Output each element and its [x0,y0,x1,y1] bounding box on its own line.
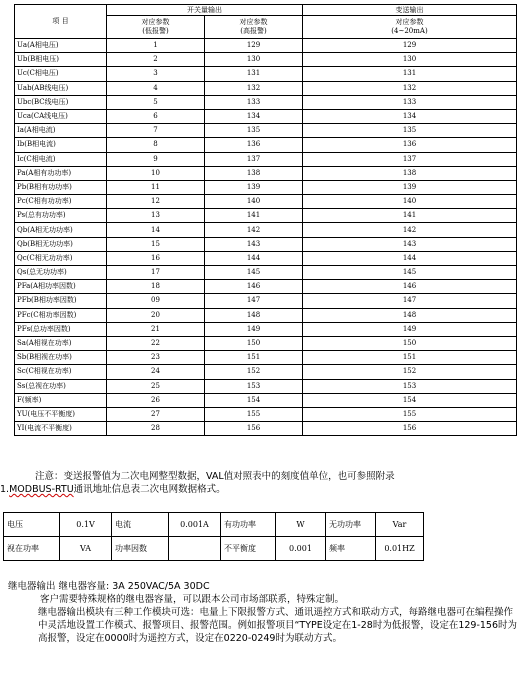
low-alarm-cell: 26 [107,393,205,407]
table-row [15,422,517,436]
unit-value-cell: Var [376,513,424,537]
modbus-term: MODBUS-RTU [9,484,74,495]
high-alarm-cell: 147 [205,294,303,308]
low-alarm-cell: 9 [107,152,205,166]
item-cell: YU(电压不平衡度) [15,407,107,421]
low-alarm-cell: 5 [107,95,205,109]
relay-mode-paragraph: 继电器输出模块有三种工作模块可选：电量上下限报警方式、通讯遥控方式和联动方式，每路继电器可在编程操作中灵活地设置工作模式、报警项目、报警范围。例如报警项目“TYPE设定在1-28时为低报警，设定在129-156时为高报警，设定在0000时为遥控方式，设定在0220-0249时为联动方式。 [38,607,518,644]
item-cell: Qb(A相无功功率) [15,223,107,237]
unit-table [3,512,424,561]
analog-cell: 133 [303,95,517,109]
analog-output-header: 变送输出 [303,5,517,16]
low-alarm-cell: 14 [107,223,205,237]
unit-label-cell: 无功功率 [326,513,376,537]
table-row [15,379,517,393]
item-cell: Ic(C相电流) [15,152,107,166]
analog-cell: 156 [303,422,517,436]
low-alarm-cell: 21 [107,322,205,336]
high-alarm-cell: 144 [205,251,303,265]
table-row [15,124,517,138]
unit-value-cell: 0.1V [60,513,112,537]
unit-value-cell: 0.001 [276,537,326,561]
table-row [15,365,517,379]
unit-label-cell: 频率 [326,537,376,561]
table-row [15,280,517,294]
low-alarm-cell: 27 [107,407,205,421]
table-row [15,351,517,365]
analog-cell: 142 [303,223,517,237]
low-alarm-cell: 16 [107,251,205,265]
table-row [15,81,517,95]
switch-output-header: 开关量输出 [107,5,303,16]
table-row [15,180,517,194]
item-header: 项 目 [15,5,107,39]
item-cell: Ib(B相电流) [15,138,107,152]
high-alarm-cell: 152 [205,365,303,379]
table-row [15,195,517,209]
table-row [15,251,517,265]
item-cell: Ss(总视在功率) [15,379,107,393]
unit-row [4,537,424,561]
low-alarm-cell: 6 [107,109,205,123]
table-row [15,407,517,421]
high-alarm-cell: 140 [205,195,303,209]
low-alarm-cell: 12 [107,195,205,209]
high-alarm-cell: 146 [205,280,303,294]
table-row [15,53,517,67]
low-alarm-cell: 2 [107,53,205,67]
low-alarm-cell: 1 [107,39,205,53]
analog-cell: 140 [303,195,517,209]
analog-cell: 141 [303,209,517,223]
table-row [15,138,517,152]
high-alarm-cell: 156 [205,422,303,436]
table-row [15,393,517,407]
analog-cell: 139 [303,180,517,194]
high-alarm-cell: 154 [205,393,303,407]
low-alarm-cell: 18 [107,280,205,294]
unit-label-cell: 功率因数 [112,537,169,561]
high-alarm-cell: 155 [205,407,303,421]
low-alarm-cell: 23 [107,351,205,365]
low-alarm-cell: 11 [107,180,205,194]
table-row [15,294,517,308]
low-alarm-cell: 20 [107,308,205,322]
high-alarm-cell: 139 [205,180,303,194]
high-alarm-cell: 134 [205,109,303,123]
analog-cell: 134 [303,109,517,123]
table-row [15,237,517,251]
item-cell: PFb(B相功率因数) [15,294,107,308]
low-alarm-cell: 8 [107,138,205,152]
analog-cell: 143 [303,237,517,251]
item-cell: Ubc(BC线电压) [15,95,107,109]
high-alarm-cell: 150 [205,336,303,350]
table-row [15,223,517,237]
low-alarm-cell: 24 [107,365,205,379]
high-alarm-cell: 143 [205,237,303,251]
high-alarm-cell: 145 [205,266,303,280]
table-row [15,39,517,53]
table-row [15,67,517,81]
high-alarm-cell: 130 [205,53,303,67]
item-cell: Qs(总无功功率) [15,266,107,280]
table-row [15,266,517,280]
table-row [15,322,517,336]
relay-description [0,580,522,645]
item-cell: Qc(C相无功功率) [15,251,107,265]
analog-cell: 150 [303,336,517,350]
unit-value-cell: 0.001A [169,513,221,537]
high-alarm-cell: 129 [205,39,303,53]
unit-label-cell: 电流 [112,513,169,537]
custom-spec-line: 客户需要特殊规格的继电器容量，可以跟本公司市场部联系，特殊定制。 [40,594,345,605]
high-alarm-header: 对应参数 (高报警) [205,16,303,39]
analog-cell: 131 [303,67,517,81]
unit-label-cell: 不平衡度 [221,537,276,561]
high-alarm-cell: 138 [205,166,303,180]
high-alarm-cell: 149 [205,322,303,336]
item-cell: Pa(A相有功功率) [15,166,107,180]
table-row [15,109,517,123]
item-cell: Pc(C相有功功率) [15,195,107,209]
item-cell: Ua(A相电压) [15,39,107,53]
high-alarm-cell: 133 [205,95,303,109]
relay-capacity-line: 继电器输出 继电器容量: 3A 250VAC/5A 30DC [8,581,210,592]
item-cell: Qb(B相无功功率) [15,237,107,251]
unit-value-cell: VA [60,537,112,561]
item-cell: Sb(B相视在功率) [15,351,107,365]
analog-cell: 151 [303,351,517,365]
high-alarm-cell: 141 [205,209,303,223]
item-cell: YI(电流不平衡度) [15,422,107,436]
table-row [15,209,517,223]
item-cell: Uca(CA线电压) [15,109,107,123]
high-alarm-cell: 153 [205,379,303,393]
item-cell: Pb(B相有功功率) [15,180,107,194]
analog-cell: 147 [303,294,517,308]
high-alarm-cell: 135 [205,124,303,138]
high-alarm-cell: 131 [205,67,303,81]
table-row [15,336,517,350]
item-cell: Ps(总有功功率) [15,209,107,223]
low-alarm-cell: 09 [107,294,205,308]
analog-cell: 155 [303,407,517,421]
unit-value-cell [169,537,221,561]
low-alarm-cell: 15 [107,237,205,251]
analog-cell: 154 [303,393,517,407]
low-alarm-cell: 17 [107,266,205,280]
low-alarm-header: 对应参数 (低报警) [107,16,205,39]
analog-cell: 135 [303,124,517,138]
item-cell: Sa(A相视在功率) [15,336,107,350]
item-cell: Ub(B相电压) [15,53,107,67]
low-alarm-cell: 22 [107,336,205,350]
high-alarm-cell: 142 [205,223,303,237]
item-cell: Uab(AB线电压) [15,81,107,95]
table-row [15,166,517,180]
high-alarm-cell: 132 [205,81,303,95]
analog-cell: 146 [303,280,517,294]
item-cell: PFa(A相功率因数) [15,280,107,294]
item-cell: PFc(C相功率因数) [15,308,107,322]
analog-cell: 136 [303,138,517,152]
item-cell: Ia(A相电流) [15,124,107,138]
unit-label-cell: 有功功率 [221,513,276,537]
unit-label-cell: 电压 [4,513,60,537]
unit-row [4,513,424,537]
low-alarm-cell: 10 [107,166,205,180]
parameter-table [14,4,517,436]
low-alarm-cell: 7 [107,124,205,138]
note-line-1: 注意：变送报警值为二次电网整型数据，VAL值对照表中的刻度值单位，也可参照附录 [35,471,395,482]
item-cell: F(频率) [15,393,107,407]
low-alarm-cell: 4 [107,81,205,95]
low-alarm-cell: 28 [107,422,205,436]
item-cell: Uc(C相电压) [15,67,107,81]
high-alarm-cell: 136 [205,138,303,152]
analog-cell: 145 [303,266,517,280]
unit-label-cell: 视在功率 [4,537,60,561]
low-alarm-cell: 13 [107,209,205,223]
unit-value-cell: 0.01HZ [376,537,424,561]
analog-cell: 144 [303,251,517,265]
high-alarm-cell: 148 [205,308,303,322]
analog-cell: 148 [303,308,517,322]
high-alarm-cell: 137 [205,152,303,166]
note-paragraph [0,470,525,496]
analog-cell: 129 [303,39,517,53]
unit-value-cell: W [276,513,326,537]
analog-cell: 153 [303,379,517,393]
item-cell: Sc(C相视在功率) [15,365,107,379]
table-row [15,152,517,166]
analog-cell: 132 [303,81,517,95]
low-alarm-cell: 25 [107,379,205,393]
analog-param-header: 对应参数 (4~20mA) [303,16,517,39]
low-alarm-cell: 3 [107,67,205,81]
analog-cell: 138 [303,166,517,180]
item-cell: PFs(总功率因数) [15,322,107,336]
note-line-2: 1.MODBUS-RTU通讯地址信息表二次电网数据格式。 [0,484,226,495]
analog-cell: 152 [303,365,517,379]
analog-cell: 149 [303,322,517,336]
table-row [15,308,517,322]
high-alarm-cell: 151 [205,351,303,365]
table-row [15,95,517,109]
analog-cell: 130 [303,53,517,67]
analog-cell: 137 [303,152,517,166]
